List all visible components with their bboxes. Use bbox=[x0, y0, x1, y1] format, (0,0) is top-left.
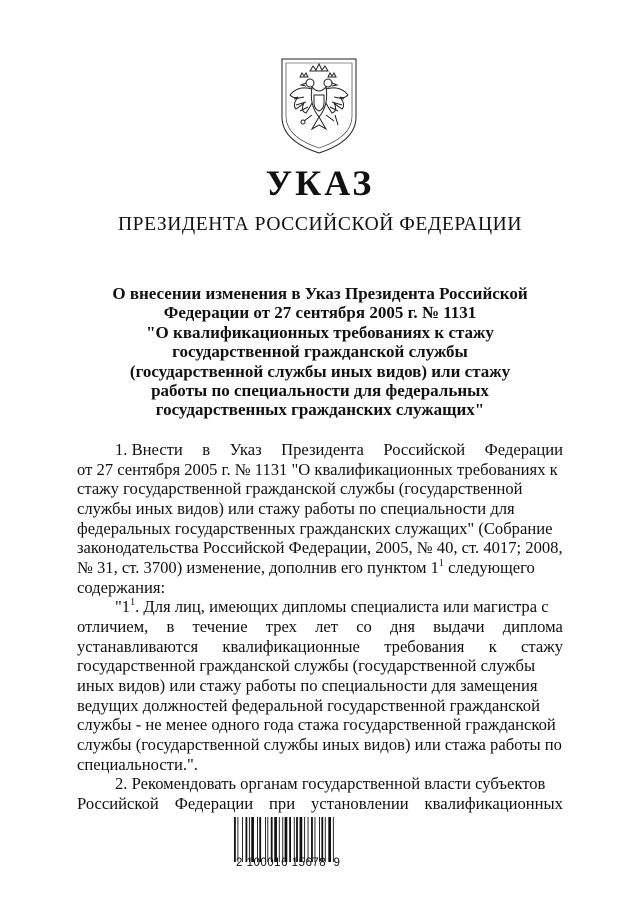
line-text: следующего bbox=[443, 557, 535, 577]
barcode-bar bbox=[265, 817, 266, 862]
word: течение bbox=[192, 616, 248, 636]
quote-line bbox=[77, 617, 563, 637]
barcode-number: 2 100016 15678 9 bbox=[236, 857, 341, 869]
paragraph-1-line: от 27 сентября 2005 г. № 1131 "О квалификационных требованиях к bbox=[77, 459, 558, 479]
barcode-bar bbox=[246, 817, 248, 862]
word: Российской bbox=[383, 440, 466, 459]
word: Российской bbox=[77, 793, 159, 813]
russian-coat-of-arms-icon bbox=[274, 55, 364, 155]
document-title: УКАЗ bbox=[265, 163, 375, 203]
line-text: . Для лиц, имеющих дипломы специалиста или магистра с bbox=[135, 597, 549, 617]
word: к bbox=[488, 636, 497, 656]
quote-line: специальности.". bbox=[77, 754, 198, 774]
word: устанавливаются bbox=[77, 636, 199, 656]
barcode-bar bbox=[315, 817, 316, 862]
word: при bbox=[269, 793, 296, 813]
word: в bbox=[166, 616, 175, 636]
word: дня bbox=[390, 616, 415, 636]
word: лет bbox=[315, 616, 339, 636]
document-subtitle: ПРЕЗИДЕНТА РОССИЙСКОЙ ФЕДЕРАЦИИ bbox=[117, 214, 523, 235]
paragraph-1-line: законодательства Российской Федерации, 2005, № 40, ст. 4017; 2008, bbox=[77, 538, 563, 558]
barcode-bar bbox=[242, 817, 243, 862]
decree-body bbox=[77, 440, 563, 813]
barcode-bar bbox=[282, 817, 283, 862]
barcode-bar bbox=[319, 817, 320, 862]
heading-line: государственных гражданских служащих" bbox=[155, 400, 485, 420]
barcode-bar bbox=[279, 817, 280, 862]
quote-line bbox=[77, 637, 563, 657]
paragraph-2-line bbox=[77, 794, 563, 814]
superscript: 1 bbox=[130, 597, 136, 609]
word: Федерации bbox=[174, 793, 254, 813]
word: квалификационных bbox=[424, 793, 563, 813]
heading-line: Федерации от 27 сентября 2005 г. № 1131 bbox=[163, 303, 477, 323]
word: квалификационные bbox=[222, 636, 360, 656]
barcode-bar bbox=[234, 817, 236, 862]
word: в bbox=[202, 440, 211, 459]
paragraph-1-line bbox=[77, 558, 563, 578]
barcode-bar bbox=[333, 817, 334, 862]
barcode-bar bbox=[259, 817, 261, 862]
paragraph-1-line bbox=[77, 440, 563, 460]
barcode-bar bbox=[321, 817, 323, 862]
barcode-bar bbox=[285, 817, 288, 862]
barcode-bar bbox=[289, 817, 291, 862]
paragraph-1-line: федеральных государственных гражданских служащих" (Собрание bbox=[77, 518, 553, 538]
barcode-bar bbox=[311, 817, 313, 862]
word: 1. Внести bbox=[115, 440, 183, 459]
word: трех bbox=[265, 616, 297, 636]
quote-line: ведущих должностей федеральной государственной гражданской bbox=[77, 695, 540, 715]
barcode-bar bbox=[257, 817, 258, 862]
word: Президента bbox=[281, 440, 364, 459]
barcode-bar bbox=[271, 817, 273, 862]
paragraph-1-line: стажу государственной гражданской службы (государственной bbox=[77, 479, 523, 499]
barcode-bar bbox=[328, 817, 331, 862]
quote-line: службы - не менее одного года стажа государственной гражданской bbox=[77, 715, 556, 735]
line-text: № 31, ст. 3700) изменение, дополнив его пунктом 1 bbox=[77, 557, 439, 577]
heading-line: работы по специальности для федеральных bbox=[151, 381, 489, 401]
word: стажу bbox=[521, 636, 563, 656]
heading-line: (государственной службы иных видов) или стажу bbox=[129, 361, 511, 381]
superscript: 1 bbox=[438, 557, 444, 569]
word: Федерации bbox=[484, 440, 563, 459]
line-text: "1 bbox=[115, 597, 131, 617]
heading-line: государственной гражданской службы bbox=[172, 342, 468, 362]
barcode-bar bbox=[308, 817, 309, 862]
barcode-bar bbox=[296, 817, 298, 862]
word: выдачи bbox=[433, 616, 485, 636]
decree-heading bbox=[0, 284, 640, 420]
quote-line: государственной гражданской службы (государственной службы bbox=[77, 656, 536, 676]
barcode-bar bbox=[251, 817, 254, 862]
barcode-bar bbox=[300, 817, 303, 862]
quote-line: службы (государственной службы иных видов) или стажа работы по bbox=[77, 734, 562, 754]
barcode-bar bbox=[294, 817, 295, 862]
barcode-bar bbox=[325, 817, 326, 862]
barcode-bar bbox=[267, 817, 268, 862]
barcode-bar bbox=[274, 817, 277, 862]
heading-line: О внесении изменения в Указ Президента Российской bbox=[112, 284, 528, 303]
paragraph-2-line: 2. Рекомендовать органам государственной власти субъектов bbox=[115, 774, 546, 794]
quote-line bbox=[77, 597, 563, 617]
word: со bbox=[356, 616, 372, 636]
barcode-bar bbox=[237, 817, 238, 862]
paragraph-1-line: службы иных видов) или стажу работы по специальности для bbox=[77, 498, 515, 518]
paragraph-1-line: содержания: bbox=[77, 577, 166, 597]
heading-line: "О квалификационных требованиях к стажу bbox=[146, 322, 494, 342]
barcode-bar bbox=[249, 817, 250, 862]
word: диплома bbox=[502, 616, 563, 636]
word: требования bbox=[384, 636, 465, 656]
word: установлении bbox=[311, 793, 409, 813]
word: отличием, bbox=[77, 616, 149, 636]
quote-line: иных видов) или стажу работы по специальности для замещения bbox=[77, 675, 538, 695]
barcode-bar bbox=[304, 817, 305, 862]
word: Указ bbox=[229, 440, 262, 459]
